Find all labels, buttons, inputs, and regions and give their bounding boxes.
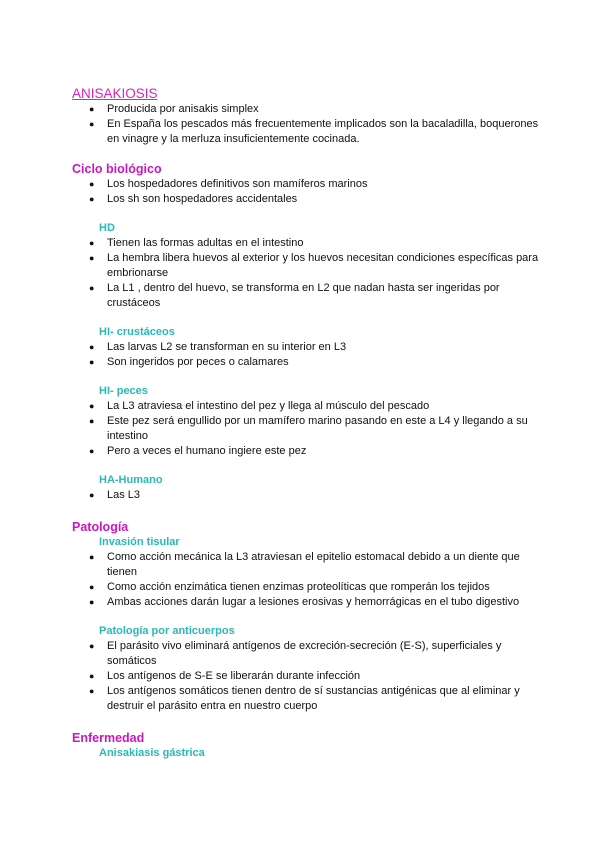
list-item: ● Como acción enzimática tienen enzimas proteolíticas que romperán los tejidos <box>89 581 490 593</box>
document-title: ANISAKIOSIS <box>72 86 158 101</box>
bullet-icon: ● <box>89 104 95 114</box>
bullet-icon: ● <box>89 641 95 651</box>
section-heading-patologia: Patología <box>72 520 129 534</box>
bullet-icon: ● <box>89 597 95 607</box>
hi-peces-list <box>72 399 542 459</box>
subheading-hi-crustaceos: HI- crustáceos <box>99 326 175 338</box>
document-content <box>72 86 542 761</box>
list-item: ● Pero a veces el humano ingiere este pez <box>89 445 307 457</box>
subheading-hi-peces: HI- peces <box>99 385 148 397</box>
list-item: ● Como acción mecánica la L3 atraviesan el epitelio estomacal debido a un diente que tienen <box>89 551 520 578</box>
list-item: ● Los antígenos de S-E se liberarán durante infección <box>89 670 361 682</box>
bullet-icon: ● <box>89 490 95 500</box>
bullet-icon: ● <box>89 686 95 696</box>
hd-list <box>72 236 542 311</box>
bullet-icon: ● <box>89 238 95 248</box>
bullet-icon: ● <box>89 401 95 411</box>
bullet-icon: ● <box>89 179 95 189</box>
bullet-icon: ● <box>89 283 95 293</box>
subheading-anisakiasis-gastrica: Anisakiasis gástrica <box>99 747 205 759</box>
list-item: ● Las larvas L2 se transforman en su interior en L3 <box>89 341 347 353</box>
list-item: ● Son ingeridos por peces o calamares <box>89 356 289 368</box>
subheading-ha-humano: HA-Humano <box>99 474 163 486</box>
bullet-icon: ● <box>89 552 95 562</box>
intro-list <box>72 102 542 147</box>
ciclo-list <box>72 177 542 207</box>
section-heading-enfermedad: Enfermedad <box>72 731 145 745</box>
list-item: ● Producida por anisakis simplex <box>89 103 259 115</box>
list-item: ● Los antígenos somáticos tienen dentro de sí sustancias antigénicas que al eliminar y destruir el parásito entra en nuestro cuerpo <box>89 685 520 712</box>
bullet-icon: ● <box>89 671 95 681</box>
bullet-icon: ● <box>89 253 95 263</box>
bullet-icon: ● <box>89 582 95 592</box>
list-item: ● Tienen las formas adultas en el intestino <box>89 237 304 249</box>
subheading-invasion: Invasión tisular <box>99 536 180 548</box>
hi-crustaceos-list <box>72 340 542 370</box>
list-item: ● En España los pescados más frecuentemente implicados son la bacaladilla, boquerones en vinagre y la merluza insuficientemente cocinada. <box>89 118 539 145</box>
bullet-icon: ● <box>89 342 95 352</box>
list-item: ● La L3 atraviesa el intestino del pez y llega al músculo del pescado <box>89 400 430 412</box>
list-item: ● La L1 , dentro del huevo, se transforma en L2 que nadan hasta ser ingeridas por crustáceos <box>89 282 500 309</box>
anticuerpos-list <box>72 639 542 714</box>
list-item: ● Los sh son hospedadores accidentales <box>89 193 298 205</box>
bullet-icon: ● <box>89 416 95 426</box>
bullet-icon: ● <box>89 357 95 367</box>
subheading-hd: HD <box>99 222 115 234</box>
ha-humano-list <box>72 488 542 503</box>
bullet-icon: ● <box>89 446 95 456</box>
invasion-list <box>72 550 542 610</box>
bullet-icon: ● <box>89 194 95 204</box>
list-item: ● Ambas acciones darán lugar a lesiones erosivas y hemorrágicas en el tubo digestivo <box>89 596 520 608</box>
list-item: ● Los hospedadores definitivos son mamíferos marinos <box>89 178 368 190</box>
section-heading-ciclo: Ciclo biológico <box>72 162 162 176</box>
list-item: ● El parásito vivo eliminará antígenos de excreción-secreción (E-S), superficiales y somáticos <box>89 640 502 667</box>
subheading-anticuerpos: Patología por anticuerpos <box>99 625 235 637</box>
list-item: ● Este pez será engullido por un mamífero marino pasando en este a L4 y llegando a su intestino <box>89 415 528 442</box>
bullet-icon: ● <box>89 119 95 129</box>
list-item: ● Las L3 <box>89 489 141 501</box>
list-item: ● La hembra libera huevos al exterior y los huevos necesitan condiciones específicas para embrionarse <box>89 252 539 279</box>
